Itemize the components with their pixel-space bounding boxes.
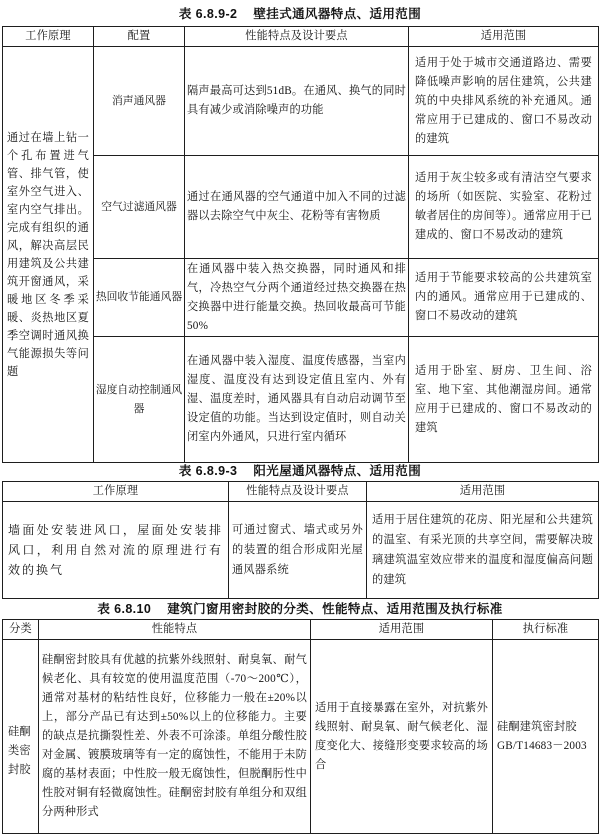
header-features: 性能特点	[39, 620, 311, 640]
table-row	[3, 47, 599, 156]
working-principle-cell: 通过在墙上钻一个孔布置进气管、排气管，使室外空气进入、室内空气排出。完成有组织的通风，解决高层民用建筑及公共建筑开窗通风，采暖地区冬季采暖、炎热地区夏季空调时通风换气能源损失等问题	[3, 47, 94, 463]
standard-name: 硅酮建筑密封胶	[497, 720, 577, 733]
table-row	[3, 502, 599, 599]
table-caption	[0, 5, 600, 23]
features-cell: 在通风器中装入热交换器，同时通风和排气，冷热空气分两个通道经过热交换器在热交换器中进行能量交换。热回收最高可节能50%	[185, 259, 409, 337]
header-scope: 适用范围	[409, 27, 599, 47]
scope-cell: 适用于居住建筑的花房、阳光屋和公共建筑的温室、有采光顶的共享空间，需要解决玻璃建筑温室效应带来的温度和湿度偏高问题的建筑	[367, 502, 599, 599]
header-standard: 执行标准	[493, 620, 599, 640]
configuration-cell: 湿度自动控制通风器	[94, 337, 185, 463]
features-cell: 隔声最高可达到51dB。在通风、换气的同时具有减少或消除噪声的功能	[185, 47, 409, 156]
sealant-table	[2, 619, 599, 834]
scope-cell: 适用于卧室、厨房、卫生间、浴室、地下室、其他潮湿房间。通常应用于已建成的、窗口不易改动的建筑	[409, 337, 599, 463]
header-scope: 适用范围	[367, 482, 599, 502]
header-category: 分类	[3, 620, 39, 640]
features-cell: 通过在通风器的空气通道中加入不同的过滤器以去除空气中灰尘、花粉等有害物质	[185, 156, 409, 259]
standard-cell	[493, 640, 599, 834]
header-working-principle: 工作原理	[3, 482, 229, 502]
scope-cell: 适用于节能要求较高的公共建筑室内的通风。通常应用于已建成的、窗口不易改动的建筑	[409, 259, 599, 337]
configuration-cell: 消声通风器	[94, 47, 185, 156]
scope-cell: 适用于灰尘较多或有清洁空气要求的场所（如医院、实验室、花粉过敏者居住的房间等）。通常应用于已建成的、窗口不易改动的建筑	[409, 156, 599, 259]
table-title: 阳光屋通风器特点、适用范围	[253, 464, 422, 478]
configuration-cell: 热回收节能通风器	[94, 259, 185, 337]
table-caption	[0, 462, 600, 480]
header-configuration: 配置	[94, 27, 185, 47]
table-row	[3, 640, 599, 834]
header-features: 性能特点及设计要点	[185, 27, 409, 47]
header-row	[3, 27, 599, 47]
scope-cell: 适用于直接暴露在室外，对抗紫外线照射、耐臭氧、耐气候老化、湿度变化大、接缝形变要求较高的场合	[311, 640, 493, 834]
header-row	[3, 482, 599, 502]
working-principle-cell: 墙面处安装进风口，屋面处安装排风口，利用自然对流的原理进行有效的换气	[3, 502, 229, 599]
table-title: 建筑门窗用密封胶的分类、性能特点、适用范围及执行标准	[167, 602, 503, 616]
features-cell: 硅酮密封胶具有优越的抗紫外线照射、耐臭氧、耐气候老化、具有较宽的使用温度范围（-70～200℃），通常对基材的粘结性良好，位移能力一般在±20%以上，部分产品已有达到±50%以上的位移能力。主要的缺点是抗撕裂性差、外表不可涂漆。单组分酸性胶对金属、镀膜玻璃等有一定的腐蚀性，不能用于未防腐的基材表面；中性胶一般无腐蚀性，但脱酮肟性中性胶对铜有轻微腐蚀性。硅酮密封胶有单组分和双组分两种形式	[39, 640, 311, 834]
header-row	[3, 620, 599, 640]
header-working-principle: 工作原理	[3, 27, 94, 47]
table-title: 壁挂式通风器特点、适用范围	[253, 7, 422, 21]
table-caption	[0, 600, 600, 618]
features-cell: 在通风器中装入湿度、温度传感器，当室内湿度、温度没有达到设定值且室内、外有湿、温度差时，通风器具有自动启动调节至设定值的功能。当达到设定值时，则自动关闭室内外通风，只进行室内循环	[185, 337, 409, 463]
wall-ventilator-table	[2, 26, 599, 463]
scope-cell: 适用于处于城市交通道路边、需要降低噪声影响的居住建筑，公共建筑的中央排风系统的补充通风。通常应用于已建成的、窗口不易改动的建筑	[409, 47, 599, 156]
category-cell: 硅酮类密封胶	[3, 640, 39, 834]
standard-code: GB/T14683－2003	[497, 739, 587, 752]
sunroom-ventilator-table	[2, 481, 599, 599]
header-scope: 适用范围	[311, 620, 493, 640]
header-features: 性能特点及设计要点	[229, 482, 367, 502]
configuration-cell: 空气过滤通风器	[94, 156, 185, 259]
features-cell: 可通过窗式、墙式或另外的装置的组合形成阳光屋通风器系统	[229, 502, 367, 599]
table-number: 表 6.8.9-3	[178, 464, 238, 478]
table-number: 表 6.8.9-2	[178, 7, 238, 21]
table-number: 表 6.8.10	[97, 602, 152, 616]
